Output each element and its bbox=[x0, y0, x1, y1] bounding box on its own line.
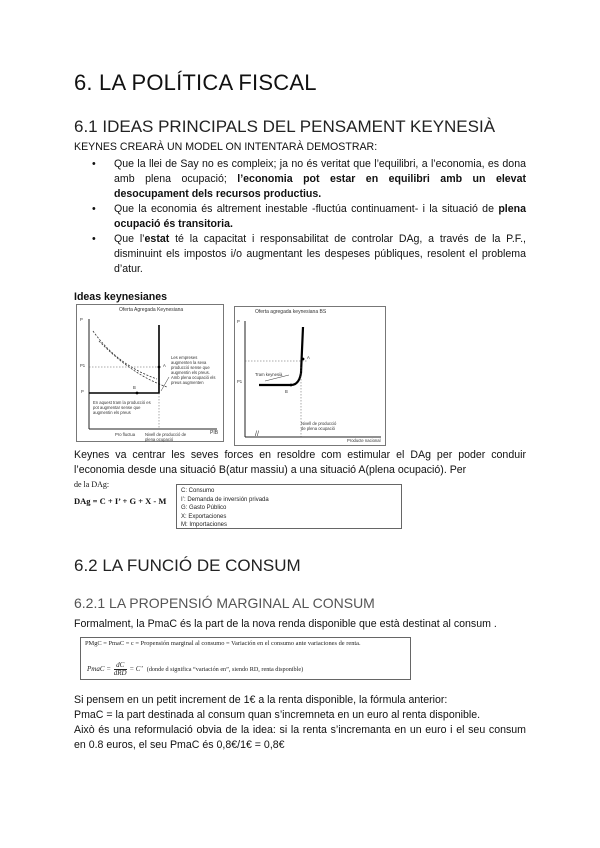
fig1-x-axis: PIB bbox=[210, 430, 219, 436]
explanation-line-2: PmaC = la part destinada al consum quan s’incremneta en un euro al renta disponible. bbox=[74, 709, 481, 721]
section-intro: KEYNES CREARÀ UN MODEL ON INTENTARÀ DEMOSTRAR: bbox=[74, 141, 378, 153]
fig1-note-left: En aquest tram la producció es pot augmentar sense que augmentin els preus bbox=[93, 400, 151, 415]
pmac-numerator: dC bbox=[114, 662, 127, 670]
pmac-formula-box bbox=[80, 637, 411, 680]
fig2-point-b: B bbox=[285, 389, 288, 394]
list-item: • Que la economia és altrement inestable -fluctúa continuament- i la situació de plena ocupació és transitoria. bbox=[114, 202, 526, 232]
aggregate-supply-figure-2 bbox=[234, 306, 386, 446]
fig2-title: Oferta agregada keynesiana BS bbox=[255, 309, 327, 315]
dag-lead: de la DAg: bbox=[74, 480, 110, 489]
paragraph-dag: Keynes va centrar les seves forces en resoldre com estimular el DAg per poder conduir l’economia desde una situació B(atur massiu) a una situació A(plena ocupació). Per bbox=[74, 449, 526, 476]
pmac-lhs: PmaC = bbox=[87, 665, 111, 674]
keynes-bullet-list bbox=[74, 157, 526, 277]
fig2-breaks: // bbox=[255, 431, 259, 438]
fig1-x-left: Pro fluctua bbox=[115, 432, 136, 437]
list-item: • Que la llei de Say no es compleix; ja no és veritat que l’equilibri, a l’economia, es dona amb plena ocupació; l’economia pot estar en equilibri amb un elevat desocupament dels recursos productius. bbox=[114, 157, 526, 202]
fig2-point-a: A bbox=[307, 355, 310, 360]
pmac-fraction bbox=[114, 662, 127, 677]
dag-formula: DAg = C + I’ + G + X - M bbox=[74, 496, 167, 506]
list-item: • Que l’estat té la capacitat i responsabilitat de controlar DAg, a través de la P.F., disminuint els impostos i/o augmentant les despeses públiques, resolent el problema d’atur. bbox=[114, 232, 526, 277]
fig2-x-axis: Producte nacional bbox=[347, 438, 381, 443]
pmac-rhs: = C’ bbox=[129, 665, 143, 674]
explanation-line-3: Això és una reformulació obvia de la idea: si la renta s’incremanta en un euro i el seu consum en 0.8 euros, el seu PmaC és 0,8€/1€ = 0,8€ bbox=[74, 724, 526, 751]
fig1-title: Oferta Agregada Keynesiana bbox=[119, 307, 184, 313]
explanation-line-1: Si pensem en un petit increment de 1€ a la renta disponible, la fórmula anterior: bbox=[74, 694, 448, 706]
fig1-y-tick-p: P bbox=[81, 389, 84, 394]
fig2-x-note: Nivell de producció de plena ocupació bbox=[301, 421, 337, 431]
pmac-denominator: dRD bbox=[113, 669, 127, 677]
fig1-point-b: B bbox=[133, 385, 136, 390]
section-heading-6-2: 6.2 LA FUNCIÓ DE CONSUM bbox=[74, 556, 301, 575]
ideas-label: Ideas keynesianes bbox=[74, 291, 168, 303]
fig1-y-tick-p1: P1 bbox=[80, 363, 86, 368]
section-heading-6-1: 6.1 IDEAS PRINCIPALS DEL PENSAMENT KEYNESIÀ bbox=[74, 117, 496, 136]
formal-definition: Formalment, la PmaC és la part de la nova renda disponible que està destinat al consum . bbox=[74, 618, 497, 630]
pmac-note: (donde d significa “variación en”, siendo RD, renta disponible) bbox=[146, 666, 304, 674]
fig1-x-mid: Nivell de producció de plena ocupació bbox=[145, 432, 187, 442]
fig1-note-right: Les empreses augmenten la seva producció sense que augmentin els preus. Amb plena ocupació els preus augmenten bbox=[171, 355, 216, 385]
fig2-curve-label: Tram keynesià bbox=[255, 372, 283, 377]
aggregate-supply-figure-1 bbox=[76, 304, 224, 442]
fig1-y-label: P bbox=[80, 317, 83, 322]
page-title: 6. LA POLÍTICA FISCAL bbox=[74, 70, 317, 95]
fig1-point-a: A bbox=[163, 363, 166, 368]
dag-legend: C: Consumo I’: Demanda de inversión privada G: Gasto Público X: Exportaciones M: Importaciones bbox=[176, 484, 402, 529]
fig2-y-tick-p1: P1 bbox=[237, 379, 243, 384]
pmac-formula-line1: PMgC = PmaC = c = Propensión marginal al consumo = Variación en el consumo ante variaciones de renta. bbox=[85, 640, 361, 647]
fig2-y-label: P bbox=[237, 319, 240, 324]
subsection-heading-6-2-1: 6.2.1 LA PROPENSIÓ MARGINAL AL CONSUM bbox=[74, 595, 375, 611]
